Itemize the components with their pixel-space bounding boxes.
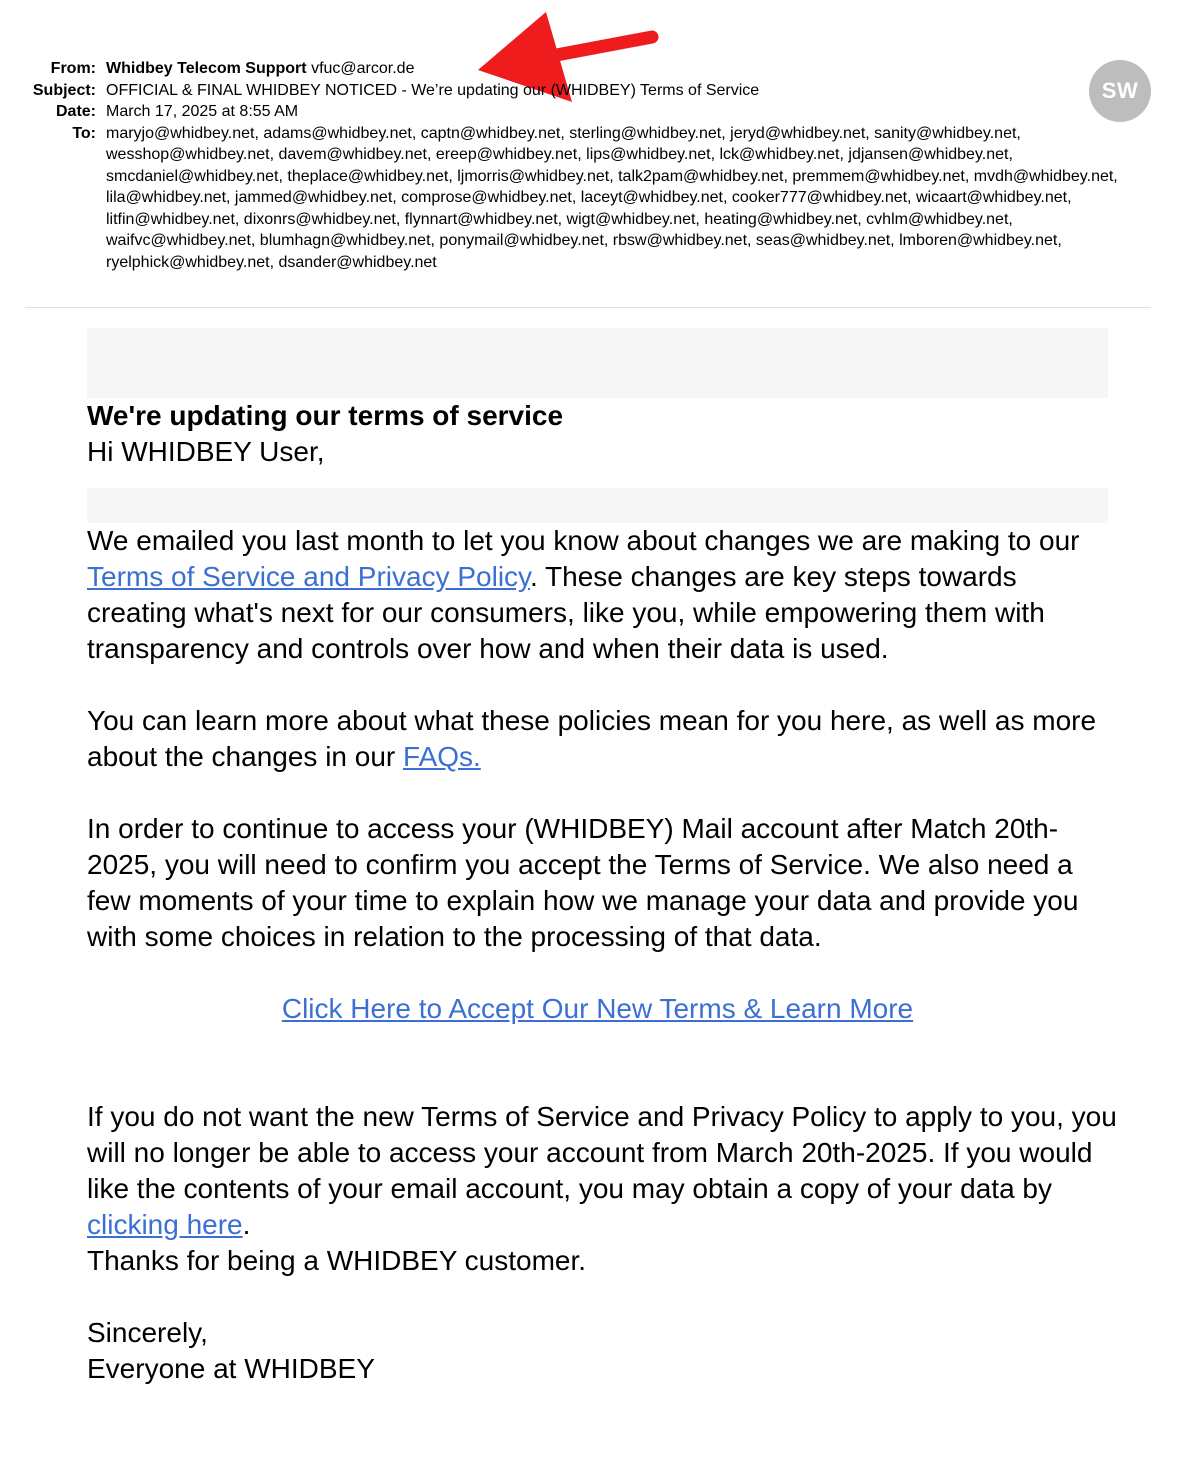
- recipient-email[interactable]: lmboren@whidbey.net,: [899, 232, 1062, 249]
- accept-terms-link[interactable]: Click Here to Accept Our New Terms & Learn More: [281, 993, 914, 1024]
- paragraph-faqs: [87, 703, 1117, 775]
- recipient-email[interactable]: adams@whidbey.net,: [263, 124, 417, 142]
- recipient-email[interactable]: dsander@whidbey.net: [278, 253, 437, 271]
- recipient-email[interactable]: rbsw@whidbey.net,: [612, 232, 752, 249]
- terms-privacy-link[interactable]: Terms of Service and Privacy Policy: [87, 561, 530, 592]
- image-placeholder-mid: [87, 488, 1108, 523]
- faqs-link[interactable]: FAQs.: [403, 741, 481, 772]
- recipient-email[interactable]: flynnart@whidbey.net,: [404, 210, 563, 228]
- recipient-email[interactable]: mvdh@whidbey.net,: [973, 167, 1118, 185]
- paragraph-confirm: In order to continue to access your (WHIDBEY) Mail account after Match 20th-2025, you will need to confirm you accept the Terms of Service. We also need a few moments of your time to explain how we manage your data and provide you with some choices in relation to the processing of that data.: [87, 813, 1079, 952]
- from-label: From:: [50, 60, 96, 77]
- subject-row: [0, 80, 1200, 102]
- p4-text-post: .: [242, 1209, 251, 1240]
- subject-value: OFFICIAL & FINAL WHIDBEY NOTICED - We’re updating our (WHIDBEY) Terms of Service: [106, 81, 760, 99]
- p4-text-pre: If you do not want the new Terms of Service and Privacy Policy to apply to you, you will no longer be able to access your account from March 20th-2025. If you would like the contents of your email account, you may obtain a copy of your data by: [87, 1101, 1117, 1204]
- recipient-email[interactable]: davem@whidbey.net,: [278, 146, 432, 163]
- image-placeholder-top: [87, 328, 1108, 398]
- email-headline: We're updating our terms of service: [87, 400, 564, 431]
- header-divider: [25, 307, 1151, 308]
- recipient-email[interactable]: wigt@whidbey.net,: [566, 210, 700, 228]
- recipient-email[interactable]: comprose@whidbey.net,: [401, 189, 577, 206]
- clicking-here-link[interactable]: clicking here: [87, 1209, 243, 1240]
- email-header: [0, 58, 1200, 273]
- recipient-email[interactable]: ereep@whidbey.net,: [435, 146, 582, 163]
- recipient-email[interactable]: captn@whidbey.net,: [420, 124, 565, 142]
- recipient-email[interactable]: jeryd@whidbey.net,: [730, 124, 870, 142]
- recipient-email[interactable]: theplace@whidbey.net,: [287, 167, 453, 185]
- recipient-email[interactable]: maryjo@whidbey.net,: [106, 124, 259, 142]
- paragraph-data-copy: [87, 1099, 1117, 1243]
- date-value: March 17, 2025 at 8:55 AM: [106, 103, 299, 120]
- recipient-email[interactable]: wicaart@whidbey.net,: [915, 189, 1072, 206]
- recipient-email[interactable]: cooker777@whidbey.net,: [731, 189, 912, 206]
- recipient-email[interactable]: talk2pam@whidbey.net,: [618, 167, 788, 185]
- to-value: [106, 123, 1146, 274]
- recipient-email[interactable]: sanity@whidbey.net,: [874, 124, 1021, 142]
- recipient-email[interactable]: seas@whidbey.net,: [755, 232, 895, 249]
- p1-text-pre: We emailed you last month to let you know about changes we are making to our: [87, 525, 1080, 556]
- recipient-email[interactable]: blumhagn@whidbey.net,: [259, 232, 435, 249]
- to-row: [0, 123, 1200, 274]
- signature: Everyone at WHIDBEY: [87, 1353, 375, 1384]
- recipient-list: [106, 123, 1146, 274]
- sender-name[interactable]: Whidbey Telecom Support: [106, 60, 307, 77]
- recipient-email[interactable]: litfin@whidbey.net,: [106, 210, 240, 228]
- recipient-email[interactable]: jdjansen@whidbey.net,: [848, 146, 1013, 163]
- signoff: Sincerely,: [87, 1317, 208, 1348]
- recipient-email[interactable]: ljmorris@whidbey.net,: [457, 167, 614, 185]
- recipient-email[interactable]: smcdaniel@whidbey.net,: [106, 167, 283, 185]
- from-value: [106, 58, 1146, 80]
- recipient-email[interactable]: lips@whidbey.net,: [586, 146, 716, 163]
- recipient-email[interactable]: wesshop@whidbey.net,: [106, 146, 275, 163]
- subject-label: Subject:: [32, 81, 96, 99]
- recipient-email[interactable]: waifvc@whidbey.net,: [106, 232, 256, 249]
- p2-text-pre: You can learn more about what these policies mean for you here, as well as more about the changes in our: [87, 705, 1097, 772]
- thanks-line: Thanks for being a WHIDBEY customer.: [87, 1245, 587, 1276]
- greeting: Hi WHIDBEY User,: [87, 436, 325, 467]
- date-label: Date:: [55, 103, 96, 120]
- email-body: [87, 328, 1117, 1387]
- sender-avatar: SW: [1089, 60, 1151, 122]
- paragraph-changes: [87, 523, 1117, 667]
- from-row: [0, 58, 1200, 80]
- recipient-email[interactable]: premmem@whidbey.net,: [792, 167, 970, 185]
- p1-text-post: . These changes are key steps towards creating what's next for our consumers, like you, while empowering them with transparency and controls over how and when their data is used.: [87, 561, 1045, 664]
- recipient-email[interactable]: cvhlm@whidbey.net,: [866, 210, 1013, 228]
- recipient-email[interactable]: jammed@whidbey.net,: [234, 189, 397, 206]
- recipient-email[interactable]: ryelphick@whidbey.net,: [106, 253, 275, 271]
- sender-email[interactable]: vfuc@arcor.de: [311, 60, 415, 77]
- to-label: To:: [72, 124, 96, 142]
- recipient-email[interactable]: lck@whidbey.net,: [719, 146, 844, 163]
- recipient-email[interactable]: sterling@whidbey.net,: [569, 124, 726, 142]
- recipient-email[interactable]: ponymail@whidbey.net,: [439, 232, 609, 249]
- date-row: [0, 101, 1200, 123]
- recipient-email[interactable]: lila@whidbey.net,: [106, 189, 231, 206]
- recipient-email[interactable]: dixonrs@whidbey.net,: [243, 210, 401, 228]
- cta-container: [87, 991, 1108, 1027]
- recipient-email[interactable]: heating@whidbey.net,: [704, 210, 862, 228]
- recipient-email[interactable]: laceyt@whidbey.net,: [580, 189, 728, 206]
